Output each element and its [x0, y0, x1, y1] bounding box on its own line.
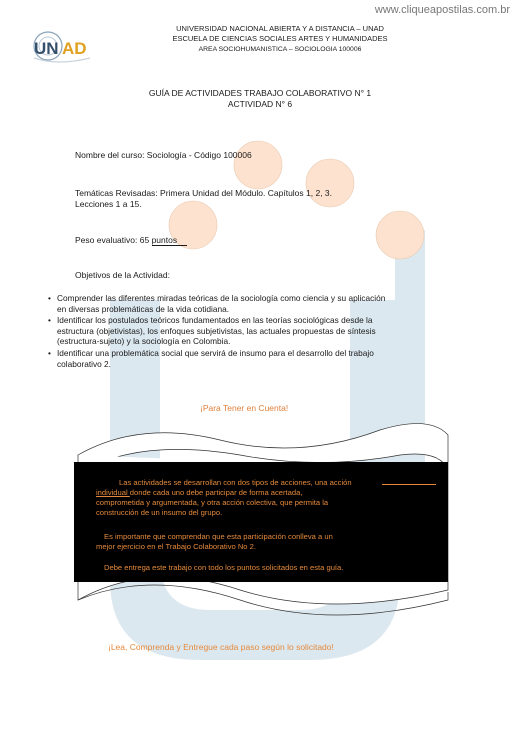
weight-field: [75, 235, 187, 246]
header-area: AREA SOCIOHUMANISTICA – SOCIOLOGIA 100006: [198, 46, 362, 53]
box-text: Debe entrega este trabajo con todo los puntos solicitados en esta guía.: [104, 563, 344, 572]
weight-value: puntos: [152, 235, 188, 246]
instructions-box: [74, 462, 448, 582]
guide-title: GUÍA DE ACTIVIDADES TRABAJO COLABORATIVO N° 1: [148, 88, 372, 98]
objective-item: • Identificar una problemática social que servirá de insumo para el desarrollo del trabajo colaborativo 2.: [48, 348, 388, 369]
box-text: Las actividades se desarrollan con dos tipos de acciones, una acción: [119, 478, 352, 487]
footer-note: ¡Lea, Comprenda y Entregue cada paso según lo solicitado!: [108, 642, 334, 652]
topics-line-2: Lecciones 1 a 15.: [75, 199, 142, 209]
course-name: Nombre del curso: Sociología - Código 100006: [75, 150, 252, 160]
objective-item: • Comprender las diferentes miradas teóricas de la sociología como ciencia y su aplicación en diversas problemáticas de la vida cotidiana.: [48, 293, 388, 314]
decor-circle: [234, 141, 282, 189]
activity-title: ACTIVIDAD N° 6: [227, 99, 293, 109]
objectives-title: Objetivos de la Actividad:: [75, 270, 170, 280]
header-university: UNIVERSIDAD NACIONAL ABIERTA Y A DISTANCIA – UNAD: [176, 24, 384, 33]
header-school: ESCUELA DE CIENCIAS SOCIALES ARTES Y HUMANIDADES: [172, 34, 388, 43]
box-text: Es importante que comprendan que esta participación conlleva a un: [104, 532, 333, 541]
site-watermark: www.cliqueapostilas.com.br: [374, 4, 510, 16]
box-text: comprometida y argumentada, y otra acción colectiva, que permita la: [96, 498, 329, 507]
box-underline: [382, 484, 436, 485]
box-text: construcción de un insumo del grupo.: [96, 508, 223, 517]
svg-text:AD: AD: [62, 39, 87, 58]
topics-line-1: Temáticas Revisadas: Primera Unidad del Módulo. Capítulos 1, 2, 3.: [75, 188, 333, 198]
box-text: individual donde cada uno debe participar de forma acertada,: [96, 488, 303, 497]
decor-circle: [306, 159, 354, 207]
box-text: mejor ejercicio en el Trabajo Colaborativo No 2.: [96, 542, 256, 551]
unad-logo: [28, 24, 98, 72]
weight-label: Peso evaluativo: 65: [75, 235, 152, 245]
note-title: ¡Para Tener en Cuenta!: [200, 403, 289, 413]
logo-text: UN: [34, 39, 59, 58]
objectives-list: [48, 293, 388, 370]
objective-item: • Identificar los postulados teóricos fundamentados en las teorías sociológicas desde la estructura (objetivistas), los enfoques subjetivistas, las actuales propuestas de síntesis (estructura-sujeto) y la sociología en Colombia.: [48, 315, 388, 347]
decor-circle: [376, 211, 424, 259]
